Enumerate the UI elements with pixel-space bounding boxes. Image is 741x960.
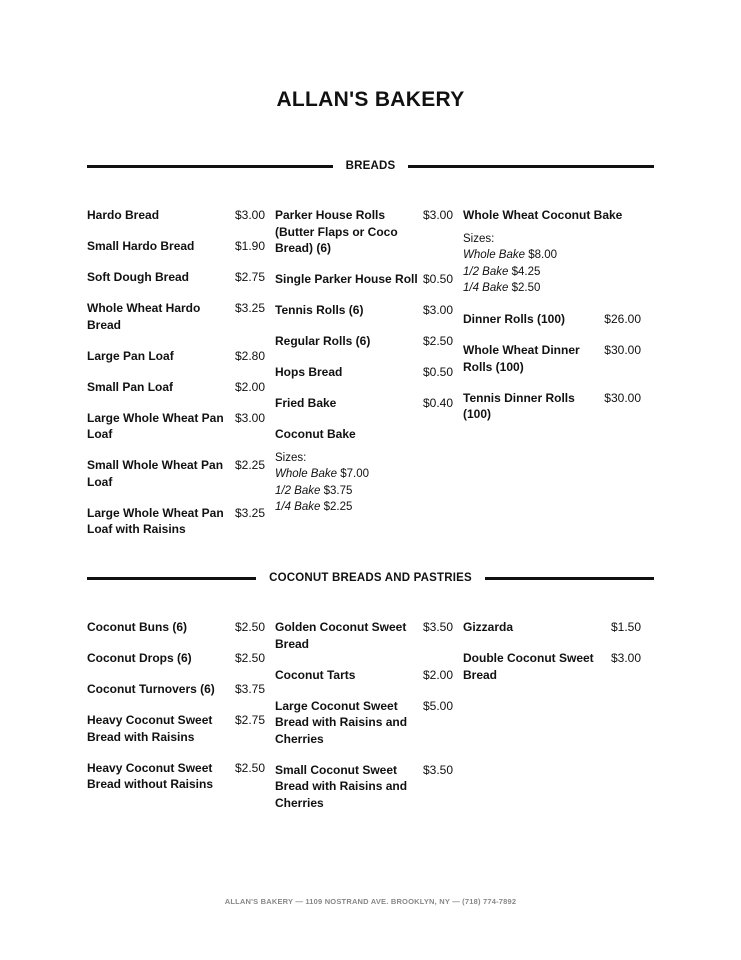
- item-name: Golden Coconut Sweet Bread: [275, 620, 407, 651]
- item-price: $3.00: [610, 651, 641, 665]
- menu-item: [463, 207, 641, 224]
- item-price: $3.50: [422, 762, 453, 777]
- menu-item: [463, 342, 641, 375]
- item-name: Small Whole Wheat Pan Loaf: [87, 458, 224, 489]
- menu-item: [87, 760, 265, 793]
- item-price: $0.40: [422, 396, 453, 410]
- item-name: Hardo Bread: [87, 208, 160, 222]
- item-price: $3.25: [234, 301, 265, 315]
- breads-column-1: [87, 207, 265, 552]
- item-price: $26.00: [604, 312, 641, 326]
- item-name: Large Whole Wheat Pan Loaf: [87, 410, 224, 441]
- item-name: Single Parker House Roll: [275, 272, 418, 286]
- section-label: COCONUT BREADS AND PASTRIES: [269, 572, 472, 584]
- menu-item: [463, 311, 641, 328]
- size-option: Whole Bake $8.00: [463, 249, 557, 261]
- divider: [87, 165, 333, 168]
- item-price: $3.50: [422, 620, 453, 634]
- item-name: Small Coconut Sweet Bread with Raisins and Cherries: [275, 762, 408, 810]
- item-name: Heavy Coconut Sweet Bread without Raisins: [87, 760, 214, 791]
- size-options: [463, 231, 641, 297]
- section-heading-coconut: [87, 570, 654, 586]
- item-name: Large Coconut Sweet Bread with Raisins and Cherries: [275, 698, 408, 746]
- item-price: $2.80: [234, 348, 265, 363]
- size-option: 1/2 Bake $4.25: [463, 265, 541, 278]
- breads-column-2: [275, 207, 453, 530]
- item-name: Coconut Buns (6): [87, 620, 187, 634]
- menu-item: [87, 410, 265, 443]
- menu-item: [87, 619, 265, 636]
- item-name: Fried Bake: [275, 396, 337, 410]
- coconut-column-2: [275, 619, 453, 826]
- item-name: Coconut Drops (6): [87, 651, 192, 665]
- menu-item: [275, 619, 453, 652]
- menu-item: [275, 762, 453, 812]
- coconut-column-1: [87, 619, 265, 807]
- item-name: Small Hardo Bread: [87, 239, 195, 253]
- item-price: $30.00: [604, 343, 641, 357]
- menu-item: [275, 333, 453, 350]
- menu-item: [275, 426, 453, 443]
- item-name: Coconut Bake: [275, 427, 356, 441]
- size-option: 1/4 Bake $2.50: [463, 282, 541, 294]
- size-option: 1/4 Bake $2.25: [275, 501, 353, 513]
- item-price: $3.75: [234, 682, 265, 696]
- item-price: $3.00: [234, 208, 265, 222]
- item-price: $2.50: [234, 651, 265, 665]
- item-name: Coconut Turnovers (6): [87, 682, 215, 696]
- item-name: Regular Rolls (6): [275, 334, 371, 348]
- menu-item: [275, 302, 453, 319]
- menu-item: [463, 390, 641, 423]
- size-option: 1/2 Bake $3.75: [275, 484, 353, 497]
- item-price: $2.75: [234, 270, 265, 284]
- menu-item: [275, 698, 453, 748]
- footer-contact: ALLAN'S BAKERY — 1109 NOSTRAND AVE. BROOKLYN, NY — (718) 774-7892: [224, 897, 517, 906]
- size-options: [275, 450, 453, 516]
- page-title: ALLAN'S BAKERY: [276, 88, 465, 111]
- item-price: $3.00: [422, 303, 453, 317]
- menu-item: [87, 238, 265, 255]
- menu-item: [87, 300, 265, 333]
- item-price: $2.00: [234, 379, 265, 394]
- item-name: Coconut Tarts: [275, 667, 356, 682]
- sizes-label: Sizes:: [463, 232, 495, 245]
- item-price: $2.50: [234, 620, 265, 634]
- item-name: Double Coconut Sweet Bread: [463, 651, 594, 682]
- item-name: Parker House Rolls (Butter Flaps or Coco Bread) (6): [275, 208, 398, 255]
- coconut-column-3: [463, 619, 641, 698]
- menu-item: [275, 207, 453, 257]
- item-name: Whole Wheat Coconut Bake: [463, 208, 623, 222]
- item-price: $0.50: [422, 272, 453, 286]
- menu-item: [463, 650, 641, 683]
- sizes-label: Sizes:: [275, 451, 307, 464]
- item-name: Heavy Coconut Sweet Bread with Raisins: [87, 713, 213, 744]
- item-price: $2.00: [422, 667, 453, 682]
- section-label: BREADS: [345, 160, 396, 172]
- item-price: $5.00: [422, 698, 453, 713]
- item-price: $0.50: [422, 365, 453, 379]
- item-name: Tennis Dinner Rolls (100): [463, 390, 575, 421]
- item-price: $2.25: [234, 458, 265, 472]
- section-heading-breads: [87, 158, 654, 174]
- menu-item: [87, 505, 265, 538]
- menu-item: [275, 271, 453, 288]
- item-price: $1.90: [234, 239, 265, 253]
- menu-item: [87, 457, 265, 490]
- item-name: Dinner Rolls (100): [463, 312, 566, 326]
- item-price: $2.75: [234, 713, 265, 727]
- size-option: Whole Bake $7.00: [275, 468, 369, 480]
- menu-item: [87, 650, 265, 667]
- item-name: Tennis Rolls (6): [275, 303, 364, 317]
- menu-item: [275, 667, 453, 684]
- item-price: $2.50: [422, 334, 453, 348]
- breads-column-3: [463, 207, 641, 437]
- menu-item: [87, 348, 265, 365]
- item-name: Gizzarda: [463, 620, 514, 634]
- item-name: Large Pan Loaf: [87, 348, 174, 363]
- menu-item: [87, 712, 265, 745]
- item-name: Soft Dough Bread: [87, 270, 189, 284]
- item-price: $1.50: [610, 620, 641, 634]
- item-price: $2.50: [234, 760, 265, 775]
- menu-item: [87, 207, 265, 224]
- item-name: Large Whole Wheat Pan Loaf with Raisins: [87, 505, 224, 536]
- divider: [408, 165, 654, 168]
- divider: [87, 577, 256, 580]
- item-name: Whole Wheat Hardo Bread: [87, 301, 201, 332]
- item-name: Whole Wheat Dinner Rolls (100): [463, 343, 580, 374]
- menu-item: [87, 681, 265, 698]
- item-price: $3.25: [234, 505, 265, 520]
- item-price: $3.00: [234, 410, 265, 425]
- item-name: Small Pan Loaf: [87, 379, 174, 394]
- item-price: $3.00: [422, 208, 453, 222]
- menu-item: [275, 364, 453, 381]
- menu-item: [275, 395, 453, 412]
- menu-item: [87, 379, 265, 396]
- item-name: Hops Bread: [275, 365, 343, 379]
- menu-item: [87, 269, 265, 286]
- item-price: $30.00: [604, 390, 641, 405]
- menu-item: [463, 619, 641, 636]
- divider: [485, 577, 654, 580]
